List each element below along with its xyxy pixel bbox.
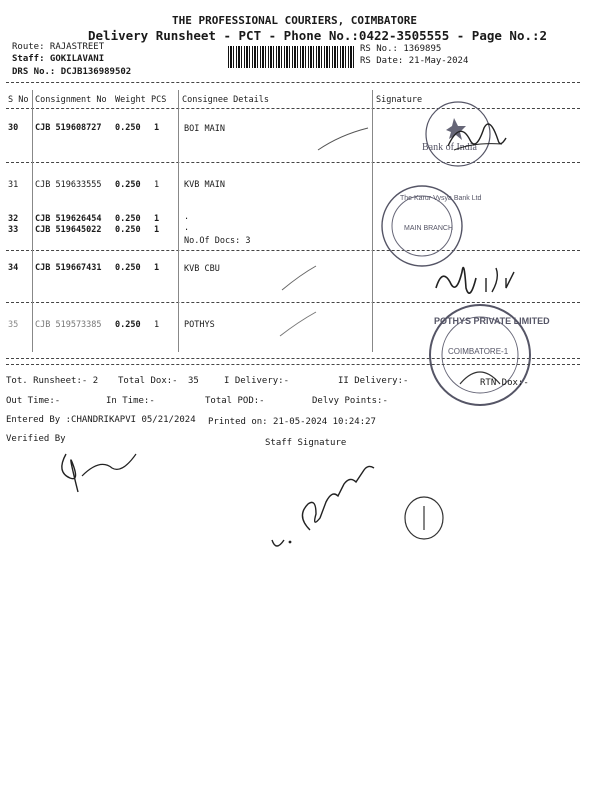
- total-dox-value: 35: [188, 376, 199, 386]
- i-delivery: I Delivery:-: [224, 376, 290, 386]
- circled-mark: [400, 494, 450, 544]
- row-sno: 35: [8, 320, 19, 330]
- ii-delivery: II Delivery:-: [338, 376, 409, 386]
- svg-text:Bank of India: Bank of India: [422, 142, 477, 153]
- row-consignee: .: [184, 212, 190, 222]
- row-pcs: 1: [154, 180, 160, 190]
- printed-on: Printed on: 21-05-2024 10:24:27: [208, 417, 376, 427]
- row-consignment: CJB 519608727: [35, 123, 102, 133]
- rs-date: RS Date: 21-May-2024: [360, 56, 469, 66]
- row-consignment: CJB 519573385: [35, 320, 102, 330]
- col-header-consignment: Consignment No: [35, 95, 107, 105]
- kvb-signature: [430, 248, 540, 308]
- row-weight: 0.250: [115, 214, 141, 224]
- tot-runsheet: Tot. Runsheet:- 2: [6, 376, 99, 386]
- col-header-consignee: Consignee Details: [182, 95, 269, 105]
- col-header-weight: Weight: [115, 95, 146, 105]
- verified-by: Verified By: [6, 434, 66, 444]
- in-time: In Time:-: [106, 396, 155, 406]
- total-dox-label: Total Dox:-: [118, 376, 178, 386]
- no-of-docs: No.Of Docs: 3: [184, 236, 251, 246]
- pothys-stamp: [420, 300, 550, 410]
- row-sno: 31: [8, 180, 19, 190]
- staff: Staff: GOKILAVANI: [12, 54, 105, 64]
- footer-rule: [6, 364, 580, 365]
- svg-text:COIMBATORE-1: COIMBATORE-1: [448, 347, 509, 356]
- runsheet-subtitle: Delivery Runsheet - PCT - Phone No.:0422-3505555 - Page No.:2: [88, 28, 548, 43]
- row-sno: 32: [8, 214, 19, 224]
- row-consignee: KVB CBU: [184, 264, 220, 274]
- svg-text:The Karur Vysya Bank Ltd: The Karur Vysya Bank Ltd: [400, 195, 482, 202]
- staff-signature: [266, 456, 386, 556]
- row-consignee: POTHYS: [184, 320, 215, 330]
- row-pcs: 1: [154, 263, 160, 273]
- row-consignee: .: [184, 223, 190, 233]
- row-sno: 30: [8, 123, 19, 133]
- row-consignment: CJB 519633555: [35, 180, 102, 190]
- row-consignment: CJB 519626454: [35, 214, 102, 224]
- row-consignment: CJB 519645022: [35, 225, 102, 235]
- staff-signature-label: Staff Signature: [265, 438, 347, 448]
- col-header-signature: Signature: [376, 95, 423, 105]
- row-consignment: CJB 519667431: [35, 263, 102, 273]
- col-header-pcs: PCS: [151, 95, 167, 105]
- row-pcs: 1: [154, 320, 160, 330]
- row-pcs: 1: [154, 214, 160, 224]
- row-weight: 0.250: [115, 123, 141, 133]
- svg-text:POTHYS PRIVATE LIMITED: POTHYS PRIVATE LIMITED: [434, 316, 550, 326]
- row-consignee: BOI MAIN: [184, 124, 225, 134]
- total-pod: Total POD:-: [205, 396, 265, 406]
- out-time: Out Time:-: [6, 396, 61, 406]
- rs-number: RS No.: 1369895: [360, 44, 442, 54]
- row-sno: 34: [8, 263, 19, 273]
- boi-signature: [440, 110, 510, 160]
- verified-by-signature: [52, 448, 142, 498]
- route: Route: RAJASTREET: [12, 42, 105, 52]
- row-weight: 0.250: [115, 263, 141, 273]
- company-name: THE PROFESSIONAL COURIERS, COIMBATORE: [172, 14, 418, 27]
- col-header-sno: S No: [8, 95, 29, 105]
- entered-by: Entered By :CHANDRIKAPVI 05/21/2024: [6, 415, 196, 425]
- delvy-points: Delvy Points:-: [312, 396, 388, 406]
- svg-text:MAIN BRANCH: MAIN BRANCH: [404, 225, 454, 232]
- row-sno: 33: [8, 225, 19, 235]
- row-pcs: 1: [154, 123, 160, 133]
- row-weight: 0.250: [115, 180, 141, 190]
- row-pcs: 1: [154, 225, 160, 235]
- row-weight: 0.250: [115, 225, 141, 235]
- row-weight: 0.250: [115, 320, 141, 330]
- row-consignee: KVB MAIN: [184, 180, 225, 190]
- drs-number: DRS No.: DCJB136989502: [12, 67, 132, 77]
- rtn-dox: RTN Dox:-: [480, 378, 529, 388]
